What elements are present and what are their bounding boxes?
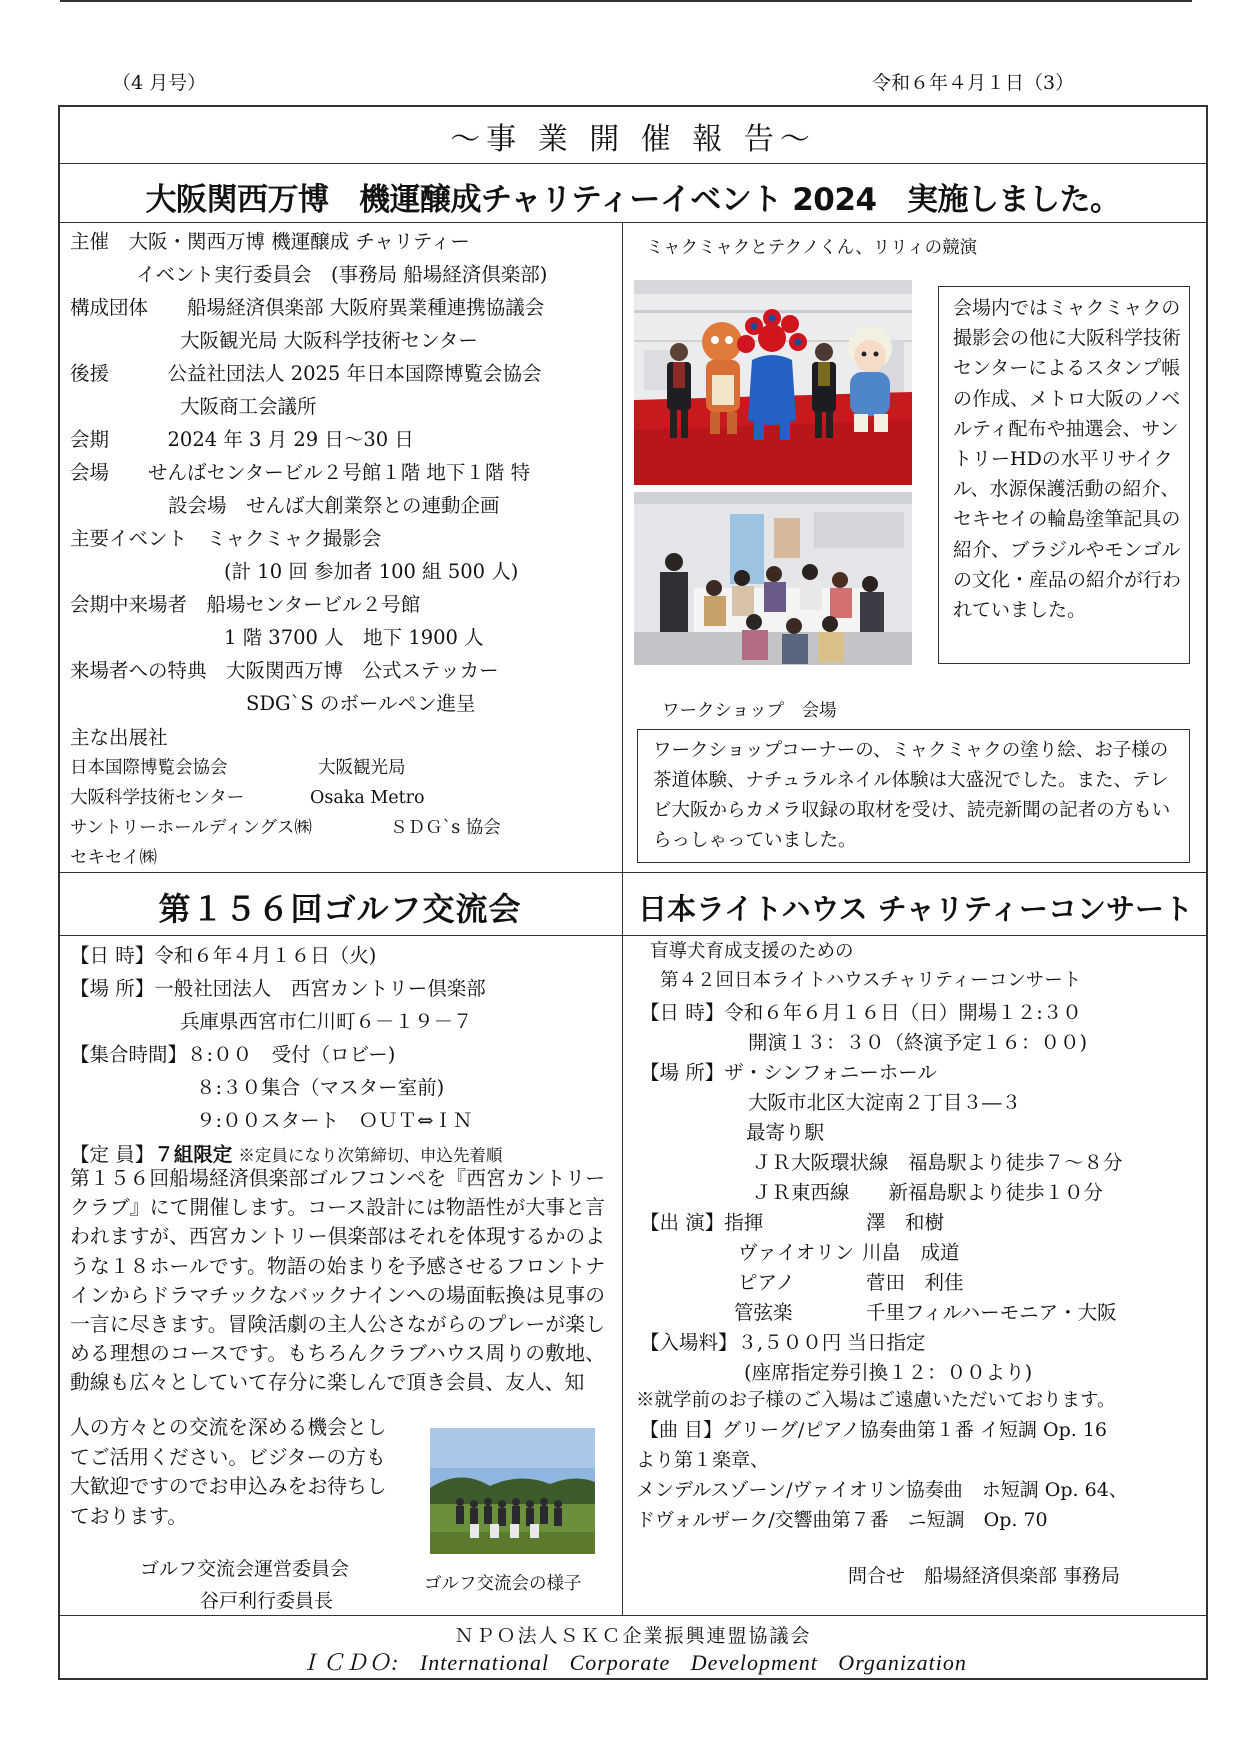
workshop-photo xyxy=(634,492,912,665)
report-line: 大阪商工会議所 xyxy=(180,395,317,418)
concert-line: 【日 時】令和６年６月１６日（日）開場１２:３０ xyxy=(640,1001,1082,1024)
report-title: 大阪関西万博 機運醸成チャリティーイベント 2024 実施しました。 xyxy=(145,182,1121,218)
concert-line: 【場 所】ザ・シンフォニーホール xyxy=(640,1061,937,1084)
workshop-note: ワークショップコーナーの、ミャクミャクの塗り絵、お子様の茶道体験、ナチュラルネイル体験は大盛況でした。また、テレビ大阪からカメラ収録の取材を受け、読売新聞の記者の方もいらっしゃっていました。 xyxy=(653,740,1171,851)
golf-line: 【日 時】令和６年４月１６日（火) xyxy=(70,944,377,967)
golf-photo xyxy=(430,1428,595,1554)
report-line: 主催 大阪・関西万博 機運醸成 チャリティー xyxy=(70,230,470,253)
exhibitor: 大阪観光局 xyxy=(318,758,406,778)
concert-line: 【入場料】３,５００円 当日指定 xyxy=(640,1331,926,1354)
report-line: 会期中来場者 船場センタービル２号館 xyxy=(70,593,421,616)
concert-line: ヴァイオリン xyxy=(738,1241,855,1264)
concert-line: ピアノ xyxy=(738,1271,795,1294)
golf-line: 【場 所】一般社団法人 西宮カントリー倶楽部 xyxy=(70,977,486,1000)
issue-date: 令和６年４月１日（3） xyxy=(872,72,1075,94)
concert-line: ＪＲ東西線 新福島駅より徒歩１０分 xyxy=(752,1181,1104,1204)
divider xyxy=(58,163,1208,164)
report-line: (計 10 回 参加者 100 組 500 人) xyxy=(224,560,519,583)
column-divider xyxy=(622,872,623,1615)
golf-title: 第１５６回ゴルフ交流会 xyxy=(158,890,522,928)
capacity-label: 【定 員】 xyxy=(70,1143,155,1166)
golf-line: ９:００スタート ＯＵＴ⇔ＩＮ xyxy=(196,1109,473,1132)
report-line: 1 階 3700 人 地下 1900 人 xyxy=(224,626,484,649)
concert-line: 盲導犬育成支援のための xyxy=(650,941,854,962)
exhibitor: ＳＤＧ`s 協会 xyxy=(390,818,501,838)
concert-line: メンデルスゾーン/ヴァイオリン協奏曲 ホ短調 Op. 64、 xyxy=(636,1479,1128,1501)
concert-line: ＪＲ大阪環状線 福島駅より徒歩７～８分 xyxy=(752,1151,1123,1174)
concert-line: 開演１３：３０（終演予定１６：００) xyxy=(748,1031,1088,1054)
concert-line: 千里フィルハーモニア・大阪 xyxy=(866,1301,1117,1324)
concert-line: 澤 和樹 xyxy=(866,1211,945,1234)
exhibitor: セキセイ㈱ xyxy=(70,848,157,868)
capacity-note: ※定員になり次第締切、申込先着順 xyxy=(238,1146,503,1165)
concert-line: 管弦楽 xyxy=(734,1301,793,1324)
divider xyxy=(58,935,1208,936)
concert-line: ※就学前のお子様のご入場はご遠慮いただいております。 xyxy=(636,1390,1116,1411)
golf-committee: ゴルフ交流会運営委員会 xyxy=(140,1558,350,1580)
golf-line: 【集合時間】８:００ 受付（ロビー) xyxy=(70,1043,396,1066)
divider xyxy=(58,872,1208,873)
concert-line: 菅田 利佳 xyxy=(866,1271,964,1294)
concert-title: 日本ライトハウス チャリティーコンサート xyxy=(637,892,1193,926)
report-line: SDG`S のボールペン進呈 xyxy=(246,692,476,715)
issue-label: （4 月号） xyxy=(112,72,207,94)
concert-line: 第４２回日本ライトハウスチャリティーコンサート xyxy=(660,970,1082,991)
footer-org-en: ＩＣＤＯ: International Corporate Development Organization xyxy=(299,1650,967,1675)
report-line: 構成団体 船場経済倶楽部 大阪府異業種連携協議会 xyxy=(70,296,545,319)
exhibitor: 日本国際博覧会協会 xyxy=(70,758,228,778)
concert-line: 川畠 成道 xyxy=(862,1241,960,1264)
concert-line: より第１楽章、 xyxy=(636,1449,770,1471)
exhibitor: サントリーホールディングス㈱ xyxy=(70,818,312,838)
footer-org-ja: ＮＰＯ法人ＳＫＣ企業振興連盟協議会 xyxy=(454,1625,812,1647)
concert-line: 大阪市北区大淀南２丁目３―３ xyxy=(748,1091,1022,1114)
report-line: 主要イベント ミャクミャク撮影会 xyxy=(70,527,382,550)
report-line: イベント実行委員会 (事務局 船場経済倶楽部) xyxy=(136,263,548,286)
golf-body: 第１５６回船場経済倶楽部ゴルフコンペを『西宮カントリークラブ』にて開催します。コース設計には物語性が大事と言われますが、西宮カントリー倶楽部はそれを体現するかのような１８ホールです。物語の始まりを予感させるフロントナインからドラマチックなバックナインへの場面転換は見事の一言に尽きます。冒険活劇の主人公さながらのプレーが楽しめる理想のコースです。もちろんクラブハウス周りの敷地、動線も広々としていて存分に楽しんで頂き会員、友人、知 xyxy=(70,1167,605,1395)
golf-line: ８:３０集合（マスター室前) xyxy=(196,1076,445,1099)
report-line: 設会場 せんば大創業祭との連動企画 xyxy=(168,494,500,517)
side-note: 会場内ではミャクミャクの撮影会の他に大阪科学技術センターによるスタンプ帳の作成、メトロ大阪のノベルティ配布や抽選会、サントリーHDの水平リサイクル、水源保護活動の紹介、セキセイの輪島塗筆記具の紹介、ブラジルやモンゴルの文化・産品の紹介が行われていました。 xyxy=(953,297,1182,622)
golf-chair: 谷戸利行委員長 xyxy=(200,1590,334,1612)
report-line: 後援 公益社団法人 2025 年日本国際博覧会協会 xyxy=(70,362,542,385)
photo-caption: ミャクミャクとテクノくん、リリィの競演 xyxy=(646,238,978,258)
concert-line: (座席指定券引換１２：００より) xyxy=(744,1361,1033,1384)
golf-line: 兵庫県西宮市仁川町６－１９－７ xyxy=(180,1010,473,1033)
workshop-caption: ワークショップ 会場 xyxy=(662,701,837,721)
exhibitors-heading: 主な出展社 xyxy=(70,726,168,749)
divider xyxy=(58,222,1208,223)
mascot-photo xyxy=(634,280,912,485)
column-divider xyxy=(622,222,623,872)
concert-line: 最寄り駅 xyxy=(746,1121,825,1144)
report-banner: ～事 業 開 催 報 告～ xyxy=(450,122,816,157)
concert-inquiry: 問合せ 船場経済倶楽部 事務局 xyxy=(848,1565,1121,1587)
report-line: 来場者への特典 大阪関西万博 公式ステッカー xyxy=(70,659,499,682)
capacity-value: ７組限定 xyxy=(154,1143,233,1166)
divider xyxy=(58,1615,1208,1616)
report-line: 会期 2024 年 3 月 29 日～30 日 xyxy=(70,428,414,451)
exhibitor: Osaka Metro xyxy=(310,788,425,808)
report-line: 大阪観光局 大阪科学技術センター xyxy=(180,329,478,352)
concert-line: 【曲 目】グリーグ/ピアノ協奏曲第１番 イ短調 Op. 16 xyxy=(640,1419,1107,1441)
exhibitor: 大阪科学技術センター xyxy=(70,788,245,808)
golf-photo-caption: ゴルフ交流会の様子 xyxy=(424,1574,582,1594)
concert-line: 【出 演】指揮 xyxy=(640,1211,764,1234)
report-line: 会場 せんばセンタービル２号館１階 地下１階 特 xyxy=(70,461,531,484)
concert-line: ドヴォルザーク/交響曲第７番 ニ短調 Op. 70 xyxy=(636,1509,1048,1531)
top-rule xyxy=(60,0,1192,2)
golf-body-2: 人の方々との交流を深める機会としてご活用ください。ビジターの方も大歓迎ですのでお申込みをお待ちしております。 xyxy=(70,1416,387,1528)
